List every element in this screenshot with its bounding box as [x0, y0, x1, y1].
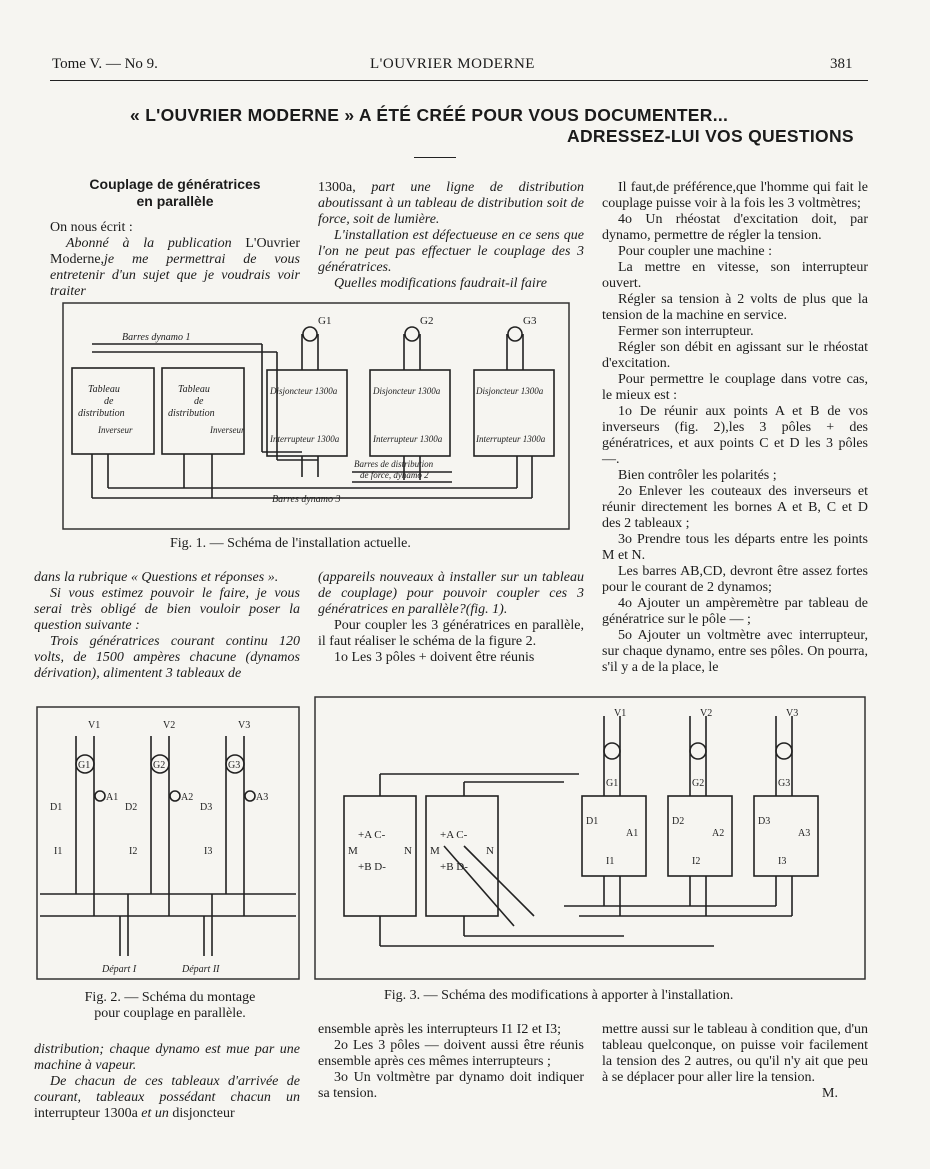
fig1-barforce-1: Barres de distribution	[354, 459, 434, 469]
fig2-depart-2: Départ II	[182, 964, 220, 975]
paragraph: Quelles modifications faudrait-il faire	[334, 276, 547, 291]
fig3-d2: D2	[672, 816, 685, 827]
paragraph: 3o Prendre tous les départs entre les points M et N.	[602, 532, 868, 563]
fig1-interr-3: Interrupteur 1300a	[476, 434, 546, 444]
fig1-caption: Fig. 1. — Schéma de l'installation actuelle.	[170, 536, 411, 551]
paragraph	[34, 1074, 300, 1122]
paragraph: 5o Ajouter un voltmètre avec interrupteur, sur chaque dynamo, entre ses pôles. On pourra, s'il y a de la place, le	[602, 628, 868, 675]
fig2-depart-1: Départ I	[102, 964, 137, 975]
fig2-v3: V3	[238, 720, 251, 731]
figure-1-diagram	[62, 302, 570, 530]
fig3-n-2: N	[486, 845, 494, 857]
fig2-i2: I2	[129, 846, 138, 857]
paragraph: Trois génératrices courant continu 120 volts, de 1500 ampères chacune (dynamos dérivation), alimentent 3 tableaux de	[34, 634, 300, 681]
fig3-ac-2: +A C-	[440, 829, 468, 841]
fig3-n-1: N	[404, 845, 412, 857]
fig3-a2: A2	[712, 828, 725, 839]
fig1-label-bar3: Barres dynamo 3	[272, 494, 341, 505]
fig1-g1: G1	[318, 315, 332, 327]
col1-mid-text	[34, 570, 300, 682]
fig3-i3: I3	[778, 856, 787, 867]
fig3-m-1: M	[348, 845, 358, 857]
fig3-v3: V3	[786, 708, 799, 719]
fig2-a3: A3	[256, 792, 269, 803]
fig1-g3: G3	[523, 315, 537, 327]
fig3-v1: V1	[614, 708, 627, 719]
text-span: L'Ouvrier Moderne,	[50, 236, 300, 267]
text-span: part une ligne de distribution aboutissant à un tableau de distribution soit de force, soit de lumière.	[318, 180, 584, 227]
paragraph: Régler son débit en agissant sur le rhéostat d'excitation.	[602, 340, 868, 371]
fig1-label-bar1: Barres dynamo 1	[122, 332, 191, 343]
paragraph: Fermer son interrupteur.	[618, 324, 754, 339]
col1-bottom-text	[34, 1042, 300, 1122]
fig2-caption	[60, 990, 280, 1022]
fig3-v2: V2	[700, 708, 713, 719]
paragraph: L'installation est défectueuse en ce sens que l'on ne peut pas effectuer le couplage des 3 génératrices.	[318, 228, 584, 275]
fig2-i3: I3	[204, 846, 213, 857]
col2-mid-text	[318, 570, 584, 666]
fig1-tab1-line1: Tableau	[88, 384, 120, 395]
paragraph: Pour coupler une machine :	[618, 244, 772, 259]
paragraph: Bien contrôler les polarités ;	[618, 468, 777, 483]
text-span: 1300a,	[318, 180, 356, 195]
fig1-interr-2: Interrupteur 1300a	[373, 434, 443, 444]
fig2-d1: D1	[50, 802, 63, 813]
fig2-d3: D3	[200, 802, 213, 813]
fig3-i2: I2	[692, 856, 701, 867]
paragraph: Pour coupler les 3 génératrices en parallèle, il faut réaliser le schéma de la figure 2.	[318, 618, 584, 649]
text-span: je me permettrai de vous entretenir d'un sujet que je voudrais voir traiter	[50, 252, 300, 299]
text-span: et un	[137, 1106, 169, 1121]
fig2-d2: D2	[125, 802, 138, 813]
signature: M.	[822, 1086, 838, 1101]
fig3-d1: D1	[586, 816, 599, 827]
fig1-tab1-line3: distribution	[78, 408, 125, 419]
fig1-tab2-line1: Tableau	[178, 384, 210, 395]
article-title	[50, 176, 300, 210]
fig2-i1: I1	[54, 846, 63, 857]
col3-text	[602, 180, 868, 676]
paragraph: 4o Un rhéostat d'excitation doit, par dynamo, permettre de régler la tension.	[602, 212, 868, 243]
paragraph: Il faut,de préférence,que l'homme qui fait le couplage puisse voir à la fois les 3 voltmètres;	[602, 180, 868, 211]
fig1-tab1-line2: de	[104, 396, 114, 407]
fig3-bd-2: +B D-	[440, 861, 468, 873]
col3-bottom-text	[602, 1022, 868, 1102]
paragraph: dans la rubrique « Questions et réponses ».	[34, 570, 279, 585]
header-journal: L'OUVRIER MODERNE	[370, 56, 535, 72]
text-span: De chacun de ces tableaux d'arrivée de courant, tableaux possédant chacun un	[34, 1074, 300, 1105]
banner-line2: ADRESSEZ-LUI VOS QUESTIONS	[567, 126, 854, 146]
fig2-caption-line2: pour couplage en parallèle.	[94, 1006, 246, 1021]
fig1-inverseur-2: Inverseur	[210, 425, 245, 435]
figure-2-diagram	[36, 706, 300, 980]
fig1-inverseur-1: Inverseur	[98, 425, 133, 435]
col2-bottom-text	[318, 1022, 584, 1102]
header-rule	[50, 80, 868, 81]
text-span: disjoncteur	[168, 1106, 235, 1121]
col2-top-text	[318, 180, 584, 292]
fig3-bd-1: +B D-	[358, 861, 386, 873]
fig2-g2: G2	[153, 760, 166, 771]
fig2-v1: V1	[88, 720, 101, 731]
article-title-line1: Couplage de génératrices	[89, 176, 261, 192]
fig1-interr-1: Interrupteur 1300a	[270, 434, 340, 444]
fig2-g3: G3	[228, 760, 241, 771]
fig2-caption-line1: Fig. 2. — Schéma du montage	[84, 990, 256, 1005]
text-span: interrupteur 1300a	[34, 1106, 138, 1121]
paragraph: 2o Les 3 pôles — doivent aussi être réunis ensemble après ces mêmes interrupteurs ;	[318, 1038, 584, 1069]
fig1-disj-1: Disjoncteur 1300a	[270, 386, 338, 396]
fig3-caption: Fig. 3. — Schéma des modifications à apporter à l'installation.	[384, 988, 734, 1003]
paragraph: Les barres AB,CD, devront être assez fortes pour le courant de 2 dynamos;	[602, 564, 868, 595]
paragraph: ensemble après les interrupteurs I1 I2 et I3;	[318, 1022, 561, 1037]
paragraph: Pour permettre le couplage dans votre cas, le mieux est :	[602, 372, 868, 403]
text-span: Abonné à la publication	[66, 236, 232, 251]
fig1-tab2-line2: de	[194, 396, 204, 407]
figure-3-diagram	[314, 696, 866, 980]
fig3-m-2: M	[430, 845, 440, 857]
fig3-i1: I1	[606, 856, 615, 867]
paragraph: distribution; chaque dynamo est mue par une machine à vapeur.	[34, 1042, 300, 1073]
fig1-barforce-2: de force, dynamo 2	[360, 470, 429, 480]
paragraph: (appareils nouveaux à installer sur un tableau de couplage) pour pouvoir coupler ces 3 génératrices en parallèle?(fig. 1).	[318, 570, 584, 617]
fig2-a2: A2	[181, 792, 194, 803]
header-volume: Tome V. — No 9.	[52, 56, 158, 72]
paragraph: mettre aussi sur le tableau à condition que, d'un tableau quelconque, on puisse voir facilement la tension des 2 autres, ou qu'il n'y ait que peu à se déplacer pour aller lire la tension.	[602, 1022, 868, 1085]
paragraph: 2o Enlever les couteaux des inverseurs et réunir directement les bornes A et B, C et D des 2 tableaux ;	[602, 484, 868, 531]
article-title-line2: en parallèle	[136, 193, 214, 209]
fig3-g2: G2	[692, 778, 705, 789]
fig3-a1: A1	[626, 828, 639, 839]
header-page-number: 381	[830, 56, 853, 72]
paragraph: 3o Un voltmètre par dynamo doit indiquer sa tension.	[318, 1070, 584, 1101]
fig3-a3: A3	[798, 828, 811, 839]
fig3-g1: G1	[606, 778, 619, 789]
fig1-tab2-line3: distribution	[168, 408, 215, 419]
fig2-g1: G1	[78, 760, 91, 771]
banner-divider	[414, 157, 456, 158]
fig1-g2: G2	[420, 315, 434, 327]
paragraph: 1o De réunir aux points A et B de vos inverseurs (fig. 2),les 3 pôles + des génératrices, et aux points C et D les 3 pôles —.	[602, 404, 868, 467]
paragraph: Régler sa tension à 2 volts de plus que la tension de la machine en service.	[602, 292, 868, 323]
fig3-d3: D3	[758, 816, 771, 827]
fig1-disj-2: Disjoncteur 1300a	[373, 386, 441, 396]
paragraph: On nous écrit :	[50, 220, 133, 235]
paragraph	[318, 180, 584, 228]
fig3-g3: G3	[778, 778, 791, 789]
fig3-ac-1: +A C-	[358, 829, 386, 841]
paragraph: 4o Ajouter un ampèremètre par tableau de génératrice sur le pôle — ;	[602, 596, 868, 627]
banner-line1: « L'OUVRIER MODERNE » A ÉTÉ CRÉÉ POUR VOUS DOCUMENTER...	[130, 105, 729, 125]
fig1-disj-3: Disjoncteur 1300a	[476, 386, 544, 396]
paragraph: 1o Les 3 pôles + doivent être réunis	[334, 650, 535, 665]
paragraph: La mettre en vitesse, son interrupteur ouvert.	[602, 260, 868, 291]
fig2-a1: A1	[106, 792, 119, 803]
paragraph: Si vous estimez pouvoir le faire, je vous serai très obligé de bien vouloir poser la question suivante :	[34, 586, 300, 633]
paragraph	[50, 236, 300, 300]
fig2-v2: V2	[163, 720, 176, 731]
col1-top-text	[50, 220, 300, 300]
